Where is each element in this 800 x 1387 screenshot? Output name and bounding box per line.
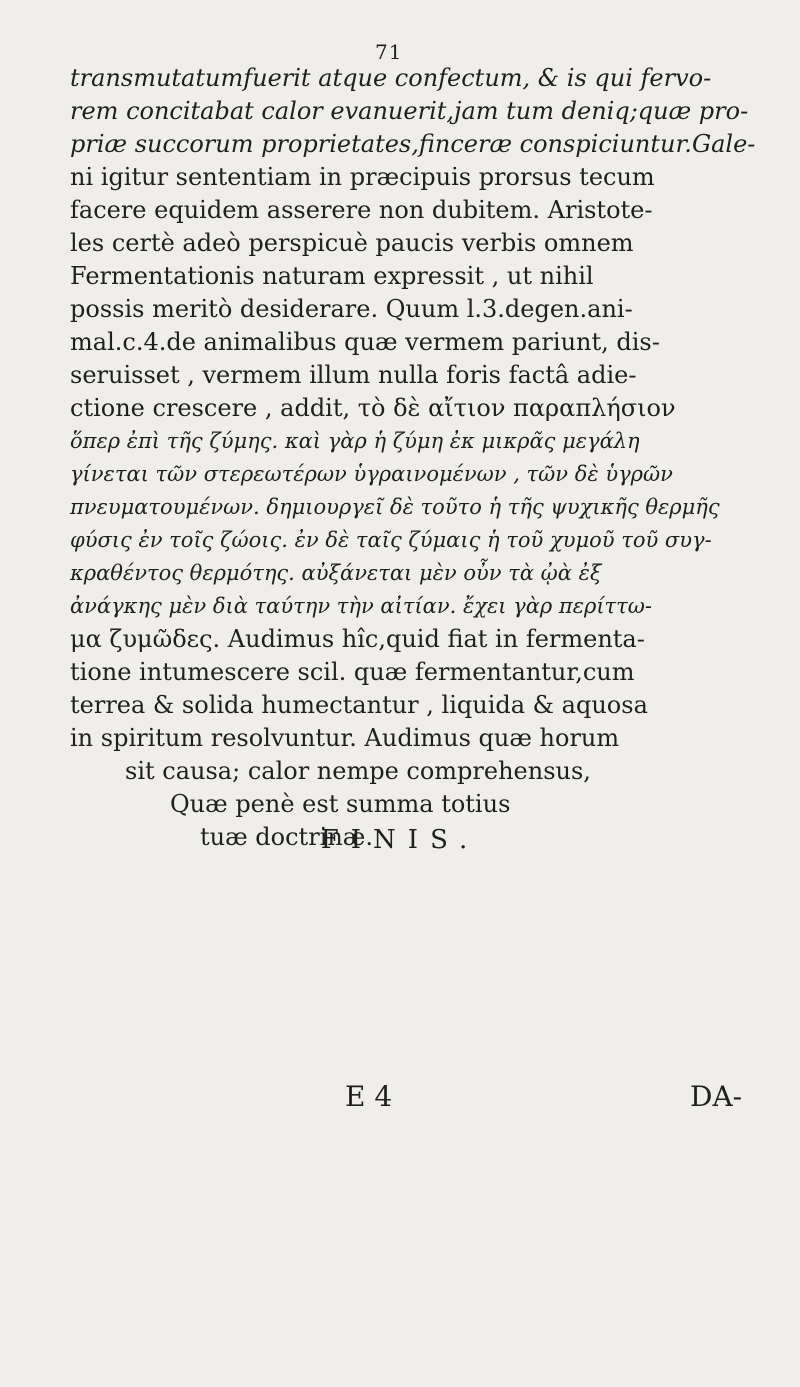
- text-line: πνευματουμένων. δημιουργεῖ δὲ τοῦτο ἡ τῆς ψυχικῆς θερμῆς: [70, 495, 720, 519]
- text-line: tuæ doctrinæ.: [200, 823, 373, 851]
- text-line: ctione crescere , addit, τὸ δὲ αἴτιον παραπλήσιον: [70, 394, 676, 422]
- text-line: tione intumescere scil. quæ fermentantur,cum: [70, 658, 635, 686]
- text-line: les certè adeò perspicuè paucis verbis omnem: [70, 229, 634, 257]
- text-line: transmutatumfuerit atque confectum, & is qui fervo-: [70, 64, 712, 92]
- text-line: mal.c.4.de animalibus quæ vermem pariunt, dis-: [70, 328, 660, 356]
- text-line: sit causa; calor nempe comprehensus,: [125, 757, 591, 785]
- text-line: ὅπερ ἐπὶ τῆς ζύμης. καὶ γὰρ ἡ ζύμη ἐκ μικρᾶς μεγάλη: [70, 429, 640, 453]
- page-number: 71: [375, 40, 403, 64]
- body-text: [70, 62, 770, 854]
- text-line: rem concitabat calor evanuerit,jam tum deniq;quæ pro-: [70, 97, 749, 125]
- text-line: ἀνάγκης μὲν διὰ ταύτην τὴν αἰτίαν. ἔχει γὰρ περίττω-: [70, 594, 653, 618]
- text-line: Quæ penè est summa totius: [170, 790, 511, 818]
- text-line: κραθέντος θερμότης. αὐξάνεται μὲν οὖν τὰ ᾠὰ ἐξ: [70, 561, 602, 585]
- text-line: priæ succorum proprietates,finceræ conspiciuntur.Gale-: [70, 130, 756, 158]
- finis-heading: FINIS.: [320, 825, 480, 855]
- text-line: φύσις ἐν τοῖς ζώοις. ἐν δὲ ταῖς ζύμαις ἡ τοῦ χυμοῦ τοῦ συγ-: [70, 528, 712, 552]
- text-line: possis meritò desiderare. Quum l.3.degen.ani-: [70, 295, 633, 323]
- text-line: seruisset , vermem illum nulla foris factâ adie-: [70, 361, 637, 389]
- text-line: terrea & solida humectantur , liquida & aquosa: [70, 691, 648, 719]
- text-line: ni igitur sententiam in præcipuis prorsus tecum: [70, 163, 655, 191]
- text-line: in spiritum resolvuntur. Audimus quæ horum: [70, 724, 620, 752]
- text-line: γίνεται τῶν στερεωτέρων ὑγραινομένων , τῶν δὲ ὑγρῶν: [70, 462, 673, 486]
- catchword: DA-: [690, 1080, 743, 1113]
- text-line: Fermentationis naturam expressit , ut nihil: [70, 262, 594, 290]
- text-line: facere equidem asserere non dubitem. Aristote-: [70, 196, 653, 224]
- signature-mark: E 4: [345, 1080, 393, 1113]
- text-line: μα ζυμῶδες. Audimus hîc,quid fiat in fermenta-: [70, 625, 645, 653]
